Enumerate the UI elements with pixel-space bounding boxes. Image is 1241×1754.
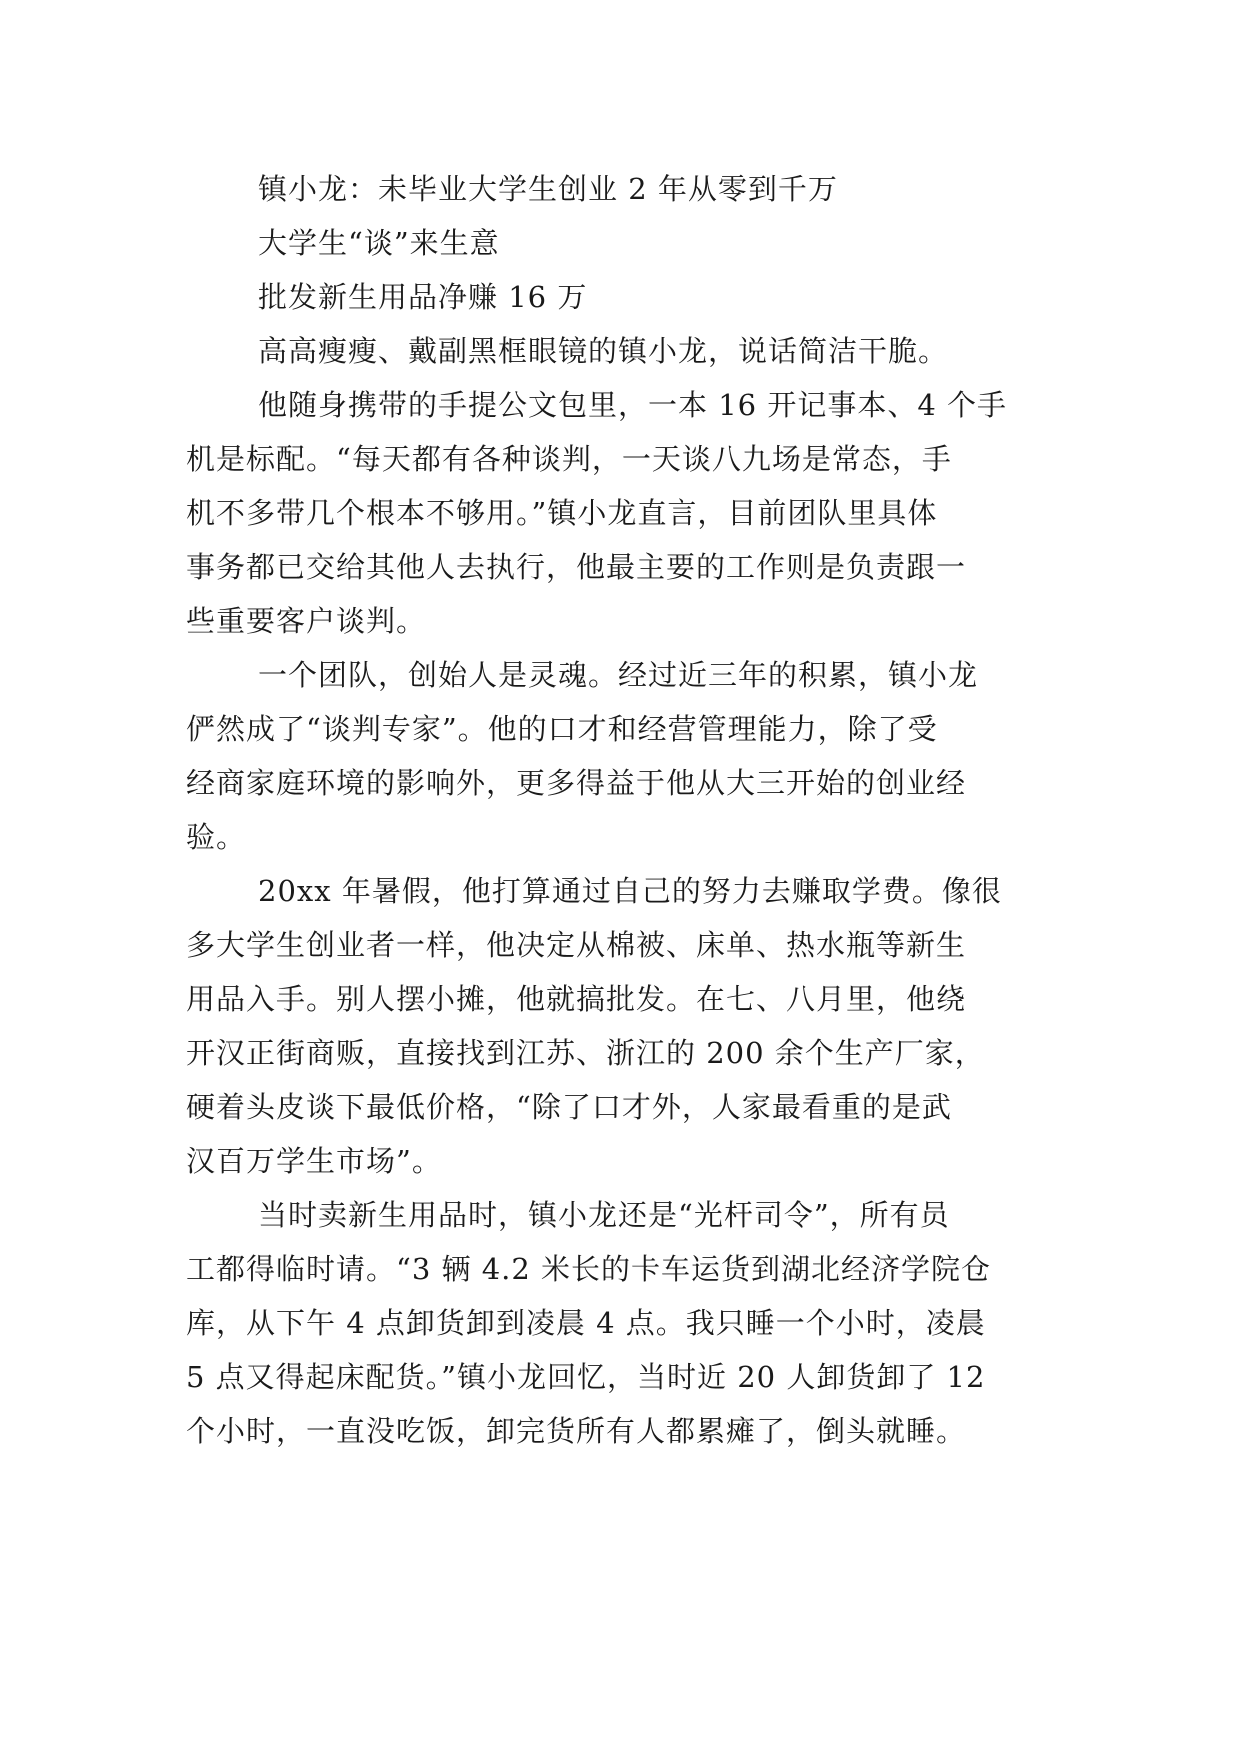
- paragraph-line: 事务都已交给其他人去执行，他最主要的工作则是负责跟一: [186, 550, 967, 584]
- paragraph-line: 汉百万学生市场”。: [186, 1144, 442, 1178]
- paragraph-line: 些重要客户谈判。: [186, 604, 427, 638]
- paragraph: [186, 1188, 1066, 1458]
- paragraph-line: 验。: [186, 820, 247, 854]
- subheading: 大学生“谈”来生意: [258, 226, 500, 260]
- paragraph: [186, 864, 1066, 1188]
- paragraph: [186, 324, 1066, 378]
- paragraph-line: 库，从下午 4 点卸货卸到凌晨 4 点。我只睡一个小时，凌晨: [186, 1306, 986, 1340]
- paragraph-line: 当时卖新生用品时，镇小龙还是“光杆司令”，所有员: [258, 1198, 950, 1232]
- article-title: 镇小龙：未毕业大学生创业 2 年从零到千万: [258, 172, 838, 206]
- paragraph-line: 20xx 年暑假，他打算通过自己的努力去赚取学费。像很: [258, 874, 1002, 908]
- paragraph-line: 5 点又得起床配货。”镇小龙回忆，当时近 20 人卸货卸了 12: [186, 1360, 986, 1394]
- paragraph-line: 他随身携带的手提公文包里，一本 16 开记事本、4 个手: [258, 388, 1008, 422]
- paragraph-line: 工都得临时请。“3 辆 4.2 米长的卡车运货到湖北经济学院仓: [186, 1252, 992, 1286]
- paragraph-line: 硬着头皮谈下最低价格，“除了口才外，人家最看重的是武: [186, 1090, 952, 1124]
- paragraph-line: 个小时，一直没吃饭，卸完货所有人都累瘫了，倒头就睡。: [186, 1414, 967, 1448]
- paragraph: [186, 648, 1066, 864]
- paragraph-line: 俨然成了“谈判专家”。他的口才和经营管理能力，除了受: [186, 712, 938, 746]
- paragraph: [186, 378, 1066, 648]
- paragraph-line: 机不多带几个根本不够用。”镇小龙直言，目前团队里具体: [186, 496, 938, 530]
- paragraph-line: 用品入手。别人摆小摊，他就搞批发。在七、八月里，他绕: [186, 982, 967, 1016]
- paragraph-line: 机是标配。“每天都有各种谈判，一天谈八九场是常态，手: [186, 442, 952, 476]
- paragraph-line: 开汉正街商贩，直接找到江苏、浙江的 200 余个生产厂家，: [186, 1036, 985, 1070]
- paragraph-line: 经商家庭环境的影响外，更多得益于他从大三开始的创业经: [186, 766, 967, 800]
- subheading: 批发新生用品净赚 16 万: [258, 280, 588, 314]
- paragraph-line: 高高瘦瘦、戴副黑框眼镜的镇小龙，说话简洁干脆。: [258, 334, 949, 368]
- paragraph-line: 一个团队，创始人是灵魂。经过近三年的积累，镇小龙: [258, 658, 979, 692]
- document-page: [186, 162, 1066, 1458]
- paragraph-line: 多大学生创业者一样，他决定从棉被、床单、热水瓶等新生: [186, 928, 967, 962]
